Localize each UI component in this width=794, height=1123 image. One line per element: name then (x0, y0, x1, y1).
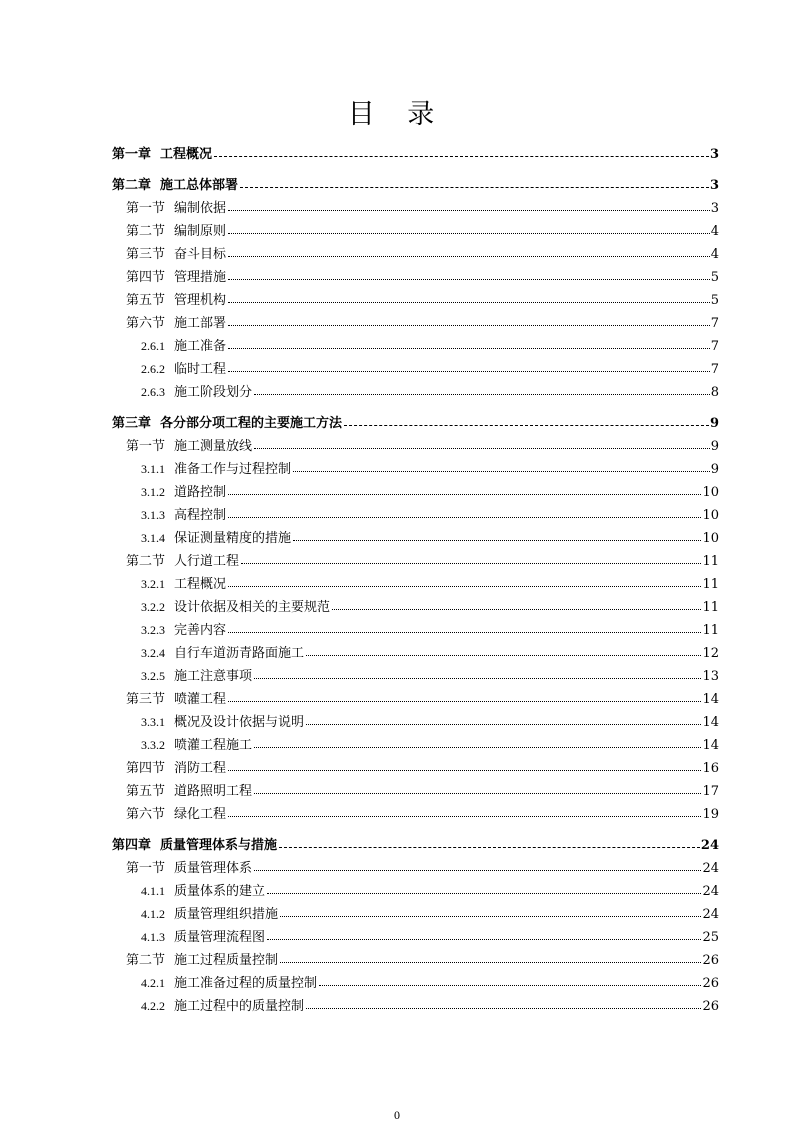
toc-entry-title: 准备工作与过程控制 (174, 462, 292, 477)
toc-entry-title: 施工准备过程的质量控制 (174, 976, 318, 991)
toc-entry-page: 25 (702, 930, 719, 945)
toc-entry-number: 4.2.2 (141, 999, 165, 1013)
toc-entry-title: 管理机构 (174, 293, 227, 308)
toc-entry-title: 编制依据 (174, 201, 227, 216)
toc-entry-level-2[interactable] (112, 945, 719, 968)
toc-entry-number: 第一章 (112, 147, 152, 162)
toc-entry-page: 26 (702, 976, 719, 991)
toc-entry-number: 第二章 (112, 178, 152, 193)
toc-entry-title: 消防工程 (174, 761, 227, 776)
page-number: 0 (394, 1108, 400, 1122)
toc-entry-page: 13 (702, 669, 719, 684)
toc-entry-level-3[interactable] (112, 707, 719, 730)
toc-entry-level-1[interactable] (112, 139, 719, 162)
toc-entry-page: 8 (710, 385, 719, 400)
toc-entry-title: 施工过程中的质量控制 (174, 999, 305, 1014)
toc-entry-page: 11 (702, 600, 719, 615)
toc-leader-dots (228, 816, 701, 817)
toc-entry-page: 16 (702, 761, 719, 776)
toc-leader-dots (241, 563, 701, 564)
toc-entry-number: 3.1.1 (141, 462, 165, 476)
toc-entry-title: 质量管理组织措施 (174, 907, 279, 922)
toc-entry-level-3[interactable] (112, 523, 719, 546)
toc-entry-page: 3 (710, 201, 719, 216)
toc-entry-level-2[interactable] (112, 239, 719, 262)
toc-entry-title: 临时工程 (174, 362, 227, 377)
toc-entry-level-3[interactable] (112, 454, 719, 477)
toc-leader-dots (228, 325, 710, 326)
toc-entry-page: 14 (702, 715, 719, 730)
toc-entry-page: 26 (702, 999, 719, 1014)
toc-entry-level-1[interactable] (112, 170, 719, 193)
toc-leader-dots (254, 793, 701, 794)
toc-entry-number: 4.2.1 (141, 976, 165, 990)
toc-entry-title: 编制原则 (174, 224, 227, 239)
toc-entry-number: 2.6.1 (141, 339, 165, 353)
toc-entry-level-1[interactable] (112, 408, 719, 431)
toc-entry-level-3[interactable] (112, 968, 719, 991)
toc-entry-number: 3.2.1 (141, 577, 165, 591)
toc-leader-dots (332, 609, 701, 610)
toc-entry-level-2[interactable] (112, 753, 719, 776)
toc-entry-title: 喷灌工程 (174, 692, 227, 707)
toc-entry-number: 第四章 (112, 838, 152, 853)
toc-leader-dots (228, 770, 701, 771)
table-of-contents (112, 139, 719, 1014)
toc-entry-number: 3.2.3 (141, 623, 165, 637)
toc-entry-number: 第二节 (126, 953, 166, 968)
toc-entry-number: 3.1.2 (141, 485, 165, 499)
toc-leader-dots (267, 893, 701, 894)
toc-entry-page: 4 (710, 247, 719, 262)
toc-entry-level-2[interactable] (112, 216, 719, 239)
toc-entry-number: 第五节 (126, 784, 166, 799)
toc-entry-level-3[interactable] (112, 377, 719, 400)
toc-entry-level-3[interactable] (112, 638, 719, 661)
toc-entry-level-3[interactable] (112, 500, 719, 523)
toc-entry-title: 质量体系的建立 (174, 884, 266, 899)
toc-entry-page: 9 (709, 416, 719, 431)
toc-entry-page: 11 (702, 577, 719, 592)
toc-entry-page: 3 (709, 147, 719, 162)
toc-entry-number: 第六节 (126, 807, 166, 822)
toc-leader-dots (254, 870, 701, 871)
toc-leader-dots (228, 279, 710, 280)
toc-entry-title: 绿化工程 (174, 807, 227, 822)
toc-entry-page: 7 (710, 339, 719, 354)
toc-leader-dots (306, 724, 701, 725)
toc-entry-page: 17 (702, 784, 719, 799)
toc-entry-number: 4.1.2 (141, 907, 165, 921)
toc-entry-title: 各分部分项工程的主要施工方法 (160, 416, 343, 431)
toc-leader-dots (228, 233, 710, 234)
toc-leader-dots (280, 962, 701, 963)
toc-entry-number: 3.2.5 (141, 669, 165, 683)
toc-entry-title: 施工阶段划分 (174, 385, 253, 400)
toc-entry-page: 12 (702, 646, 719, 661)
toc-entry-level-3[interactable] (112, 661, 719, 684)
toc-entry-page: 3 (709, 178, 719, 193)
toc-entry-title: 施工过程质量控制 (174, 953, 279, 968)
toc-entry-level-2[interactable] (112, 431, 719, 454)
toc-leader-dots (228, 517, 701, 518)
toc-entry-page: 24 (702, 884, 719, 899)
toc-entry-title: 道路照明工程 (174, 784, 253, 799)
toc-entry-page: 5 (710, 293, 719, 308)
toc-entry-level-3[interactable] (112, 592, 719, 615)
toc-leader-dots (344, 425, 709, 426)
toc-entry-number: 第一节 (126, 201, 166, 216)
toc-entry-number: 3.3.2 (141, 738, 165, 752)
toc-entry-page: 11 (702, 623, 719, 638)
toc-leader-dots (228, 348, 710, 349)
toc-entry-page: 10 (702, 485, 719, 500)
toc-entry-title: 施工准备 (174, 339, 227, 354)
toc-entry-title: 施工总体部署 (160, 178, 239, 193)
toc-entry-number: 4.1.3 (141, 930, 165, 944)
toc-entry-level-3[interactable] (112, 569, 719, 592)
toc-leader-dots (240, 187, 709, 188)
toc-entry-level-3[interactable] (112, 991, 719, 1014)
toc-entry-title: 自行车道沥青路面施工 (174, 646, 305, 661)
toc-leader-dots (306, 1008, 701, 1009)
toc-leader-dots (279, 847, 700, 848)
toc-entry-page: 4 (710, 224, 719, 239)
toc-entry-title: 完善内容 (174, 623, 227, 638)
toc-leader-dots (267, 939, 701, 940)
toc-entry-level-3[interactable] (112, 730, 719, 753)
toc-entry-title: 道路控制 (174, 485, 227, 500)
toc-entry-level-2[interactable] (112, 853, 719, 876)
toc-entry-page: 14 (702, 738, 719, 753)
toc-entry-page: 5 (710, 270, 719, 285)
toc-entry-number: 第五节 (126, 293, 166, 308)
toc-leader-dots (228, 302, 710, 303)
toc-entry-page: 10 (702, 508, 719, 523)
toc-entry-title: 设计依据及相关的主要规范 (174, 600, 331, 615)
toc-entry-level-3[interactable] (112, 331, 719, 354)
toc-leader-dots (228, 256, 710, 257)
toc-leader-dots (228, 586, 701, 587)
toc-entry-level-2[interactable] (112, 262, 719, 285)
toc-leader-dots (228, 371, 710, 372)
toc-entry-title: 管理措施 (174, 270, 227, 285)
toc-entry-number: 第一节 (126, 439, 166, 454)
toc-entry-level-2[interactable] (112, 193, 719, 216)
toc-entry-title: 质量管理流程图 (174, 930, 266, 945)
toc-entry-level-2[interactable] (112, 546, 719, 569)
toc-entry-page: 26 (702, 953, 719, 968)
toc-leader-dots (280, 916, 701, 917)
toc-entry-title: 工程概况 (174, 577, 227, 592)
toc-leader-dots (214, 156, 709, 157)
toc-entry-page: 11 (702, 554, 719, 569)
toc-entry-level-2[interactable] (112, 308, 719, 331)
toc-leader-dots (254, 394, 710, 395)
toc-entry-number: 第三节 (126, 247, 166, 262)
toc-leader-dots (228, 632, 701, 633)
toc-entry-number: 2.6.2 (141, 362, 165, 376)
toc-entry-number: 第三节 (126, 692, 166, 707)
toc-leader-dots (319, 985, 701, 986)
toc-entry-level-2[interactable] (112, 285, 719, 308)
toc-entry-level-2[interactable] (112, 776, 719, 799)
toc-entry-number: 第四节 (126, 761, 166, 776)
toc-entry-title: 工程概况 (160, 147, 213, 162)
toc-entry-number: 3.2.2 (141, 600, 165, 614)
toc-leader-dots (254, 678, 701, 679)
toc-entry-level-3[interactable] (112, 615, 719, 638)
toc-leader-dots (293, 540, 701, 541)
toc-entry-title: 质量管理体系与措施 (160, 838, 278, 853)
toc-entry-page: 7 (710, 362, 719, 377)
toc-entry-number: 第六节 (126, 316, 166, 331)
toc-entry-title: 施工注意事项 (174, 669, 253, 684)
toc-entry-level-3[interactable] (112, 876, 719, 899)
toc-entry-level-3[interactable] (112, 899, 719, 922)
toc-entry-number: 3.1.4 (141, 531, 165, 545)
toc-entry-title: 概况及设计依据与说明 (174, 715, 305, 730)
toc-entry-number: 第二节 (126, 554, 166, 569)
toc-entry-page: 9 (710, 439, 719, 454)
toc-leader-dots (254, 747, 701, 748)
toc-entry-page: 24 (702, 907, 719, 922)
toc-entry-level-1[interactable] (112, 830, 719, 853)
toc-leader-dots (254, 448, 710, 449)
page-title: 目 录 (347, 99, 447, 130)
toc-entry-number: 第二节 (126, 224, 166, 239)
toc-entry-number: 3.2.4 (141, 646, 165, 660)
toc-entry-page: 24 (700, 838, 719, 853)
toc-leader-dots (293, 471, 710, 472)
toc-entry-number: 3.1.3 (141, 508, 165, 522)
toc-entry-page: 14 (702, 692, 719, 707)
toc-entry-number: 3.3.1 (141, 715, 165, 729)
toc-entry-title: 高程控制 (174, 508, 227, 523)
toc-entry-title: 保证测量精度的措施 (174, 531, 292, 546)
toc-entry-level-3[interactable] (112, 922, 719, 945)
toc-entry-title: 施工部署 (174, 316, 227, 331)
toc-entry-number: 第四节 (126, 270, 166, 285)
toc-entry-level-3[interactable] (112, 354, 719, 377)
toc-entry-title: 奋斗目标 (174, 247, 227, 262)
toc-entry-level-3[interactable] (112, 477, 719, 500)
toc-entry-number: 第一节 (126, 861, 166, 876)
toc-entry-page: 24 (702, 861, 719, 876)
toc-entry-number: 2.6.3 (141, 385, 165, 399)
toc-entry-title: 人行道工程 (174, 554, 240, 569)
toc-entry-number: 4.1.1 (141, 884, 165, 898)
toc-entry-page: 7 (710, 316, 719, 331)
toc-entry-page: 10 (702, 531, 719, 546)
toc-entry-number: 第三章 (112, 416, 152, 431)
toc-entry-title: 施工测量放线 (174, 439, 253, 454)
toc-entry-level-2[interactable] (112, 799, 719, 822)
toc-leader-dots (228, 494, 701, 495)
toc-leader-dots (228, 210, 710, 211)
toc-entry-page: 9 (710, 462, 719, 477)
toc-entry-level-2[interactable] (112, 684, 719, 707)
toc-entry-title: 质量管理体系 (174, 861, 253, 876)
toc-leader-dots (306, 655, 701, 656)
toc-leader-dots (228, 701, 701, 702)
toc-entry-page: 19 (702, 807, 719, 822)
toc-entry-title: 喷灌工程施工 (174, 738, 253, 753)
